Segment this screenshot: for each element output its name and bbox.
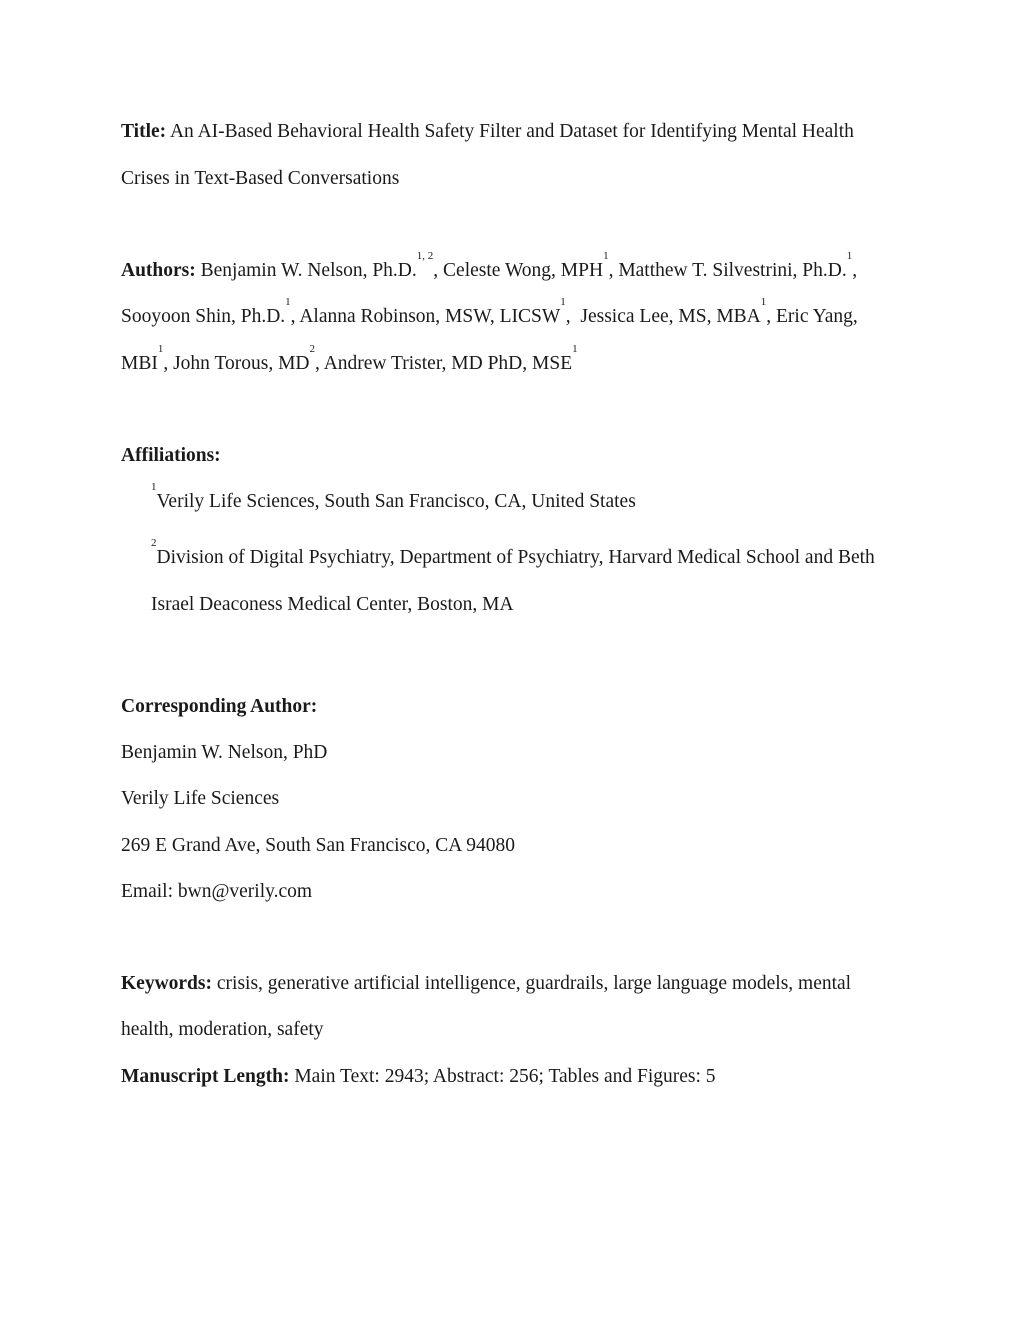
title-line-2 <box>121 167 399 191</box>
author-8-affiliation: 2 <box>309 343 316 355</box>
keywords-text-1: crisis, generative artificial intelligence, guardrails, large language models, mental <box>216 973 852 994</box>
keywords-line-2 <box>121 1018 324 1042</box>
author-6: , Jessica Lee, MS, MBA <box>565 306 761 327</box>
title-label: Title: <box>121 121 167 142</box>
authors-label: Authors: <box>121 260 196 281</box>
title-text-2: Crises in Text-Based Conversations <box>121 168 400 189</box>
author-1: Benjamin W. Nelson, Ph.D. <box>200 260 417 281</box>
affiliation-2-number: 2 <box>151 537 157 549</box>
author-5-affiliation: 1 <box>560 296 566 308</box>
corresponding-address <box>121 834 515 858</box>
manuscript-length <box>121 1065 716 1089</box>
keywords-text-2: health, moderation, safety <box>121 1019 324 1040</box>
author-1-affiliation: 1, 2 <box>416 250 434 262</box>
author-3: , Matthew T. Silvestrini, Ph.D. <box>608 260 847 281</box>
corresponding-email-text: Email: bwn@verily.com <box>121 881 313 902</box>
title-text-1: An AI-Based Behavioral Health Safety Filter and Dataset for Identifying Mental Health <box>169 121 854 142</box>
author-8: , John Torous, MD <box>163 353 310 374</box>
affiliation-2-text-2: Israel Deaconess Medical Center, Boston, MA <box>151 594 514 615</box>
author-4: Sooyoon Shin, Ph.D. <box>121 306 286 327</box>
author-6-affiliation: 1 <box>760 296 767 308</box>
affiliations-label: Affiliations: <box>121 445 221 466</box>
keywords-label: Keywords: <box>121 973 212 994</box>
affiliation-2-text-1: Division of Digital Psychiatry, Department of Psychiatry, Harvard Medical School and Beth <box>156 547 875 568</box>
corresponding-email <box>121 880 312 904</box>
corresponding-org <box>121 787 279 811</box>
affiliation-1-number: 1 <box>151 481 157 493</box>
authors-line-3 <box>121 343 578 376</box>
corresponding-name <box>121 741 327 765</box>
author-2: , Celeste Wong, MPH <box>433 260 604 281</box>
manuscript-text: Main Text: 2943; Abstract: 256; Tables and Figures: 5 <box>294 1066 716 1087</box>
corresponding-org-text: Verily Life Sciences <box>121 788 280 809</box>
author-separator: , <box>852 260 858 281</box>
corresponding-label: Corresponding Author: <box>121 696 318 717</box>
author-5: , Alanna Robinson, MSW, LICSW <box>290 306 561 327</box>
author-7-affiliation: 1 <box>157 343 164 355</box>
authors-line-1 <box>121 250 858 283</box>
author-7-part-2: MBI <box>121 353 158 374</box>
author-9-affiliation: 1 <box>572 343 578 355</box>
affiliation-2-line-1 <box>151 537 875 570</box>
affiliation-2-line-2 <box>151 593 514 617</box>
author-7-part-1: , Eric Yang, <box>766 306 858 327</box>
affiliations-heading <box>121 444 221 468</box>
authors-line-2 <box>121 296 858 329</box>
affiliation-1 <box>151 481 636 514</box>
author-3-affiliation: 1 <box>846 250 853 262</box>
title-line-1 <box>121 120 854 144</box>
affiliation-1-text: Verily Life Sciences, South San Francisco, CA, United States <box>156 491 636 512</box>
keywords-line-1 <box>121 972 851 996</box>
author-2-affiliation: 1 <box>603 250 609 262</box>
author-4-affiliation: 1 <box>285 296 291 308</box>
author-9: , Andrew Trister, MD PhD, MSE <box>315 353 573 374</box>
corresponding-name-text: Benjamin W. Nelson, PhD <box>121 742 328 763</box>
corresponding-address-text: 269 E Grand Ave, South San Francisco, CA 94080 <box>121 835 515 856</box>
manuscript-label: Manuscript Length: <box>121 1066 290 1087</box>
corresponding-heading <box>121 695 317 719</box>
